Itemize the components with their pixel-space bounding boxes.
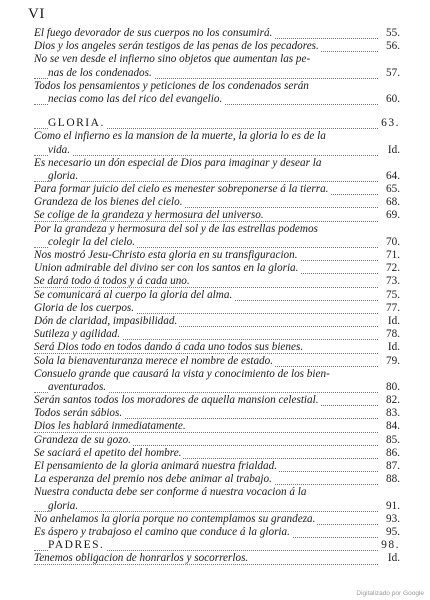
entry-title: [34, 250, 300, 261]
entry-page-number: Id.: [387, 552, 400, 565]
entry-title-text: Serán santos todos los moradores de aquella mansion celestial.: [34, 394, 319, 407]
dot-leader: [34, 155, 378, 156]
entry-title-text: Todos los pensamientos y peticiones de los condenados serán: [34, 79, 309, 92]
entry-title-text: Dios y los angeles serán testigos de las penas de los pecadores.: [34, 40, 319, 53]
entry-page-number: 56.: [386, 40, 400, 53]
entry-title-text: gloria.: [48, 499, 79, 512]
entry-page-number: 65.: [386, 183, 400, 196]
entry-title: [34, 263, 300, 274]
entry-title: [34, 553, 250, 564]
entry-page-number: Id.: [387, 143, 400, 156]
entry-title-text: Tenemos obligacion de honrarlos y socorrerlos.: [34, 552, 249, 565]
entry-page-number: 69.: [386, 209, 400, 222]
entry-page-number: 72.: [386, 262, 400, 275]
entry-title: [34, 448, 183, 459]
entry-title-text: Es áspero y trabajoso el camino que conduce á la gloria.: [34, 525, 290, 538]
entry-title-text: Grandeza de su gozo.: [34, 433, 131, 446]
entry-title: [34, 421, 188, 432]
entry-title: [48, 171, 80, 182]
entry-title: [34, 303, 136, 314]
entry-page-number: Id.: [387, 341, 400, 354]
toc-entry: [0, 68, 430, 81]
entry-title-text: Se colige de la grandeza y hermosura del universo.: [34, 209, 264, 222]
entry-title: [34, 395, 321, 406]
toc-entry: [0, 54, 430, 67]
entry-title-text: colegir la del cielo.: [48, 235, 135, 248]
toc-entry: [0, 210, 430, 223]
entry-title: [48, 237, 137, 248]
toc-entry: [0, 501, 430, 514]
entry-page-number: 87.: [386, 460, 400, 472]
entry-title-text: Se dará todo á todos y á cada uno.: [34, 275, 190, 288]
entry-title: [34, 158, 323, 169]
entry-page-number: 78.: [386, 328, 400, 341]
toc-entry: [0, 369, 430, 382]
entry-title-text: aventurados.: [48, 380, 107, 393]
entry-title: [34, 197, 185, 208]
entry-page-number: 75.: [386, 288, 400, 301]
toc-entry: [0, 421, 430, 434]
entry-title: [34, 54, 312, 65]
entry-title-text: El pensamiento de la gloria animará nuestra frialdad.: [34, 460, 278, 472]
entry-title: [34, 356, 275, 367]
entry-title: [34, 131, 328, 142]
entry-title: [34, 28, 274, 39]
entry-page-number: 60.: [386, 92, 400, 105]
entry-title: [34, 290, 234, 301]
entry-page-number: 80.: [386, 380, 400, 393]
dot-leader: [34, 511, 378, 512]
entry-title-text: Todos serán sábios.: [34, 407, 123, 420]
entry-page-number: 63.: [381, 117, 400, 130]
entry-title: [34, 329, 122, 340]
entry-page-number: 68.: [386, 196, 400, 209]
entry-title: [34, 184, 330, 195]
entry-title-text: Consuelo grande que causará la vista y conocimiento de los bien-: [34, 367, 330, 380]
entry-title: [34, 210, 266, 221]
entry-page-number: 79.: [386, 354, 400, 367]
entry-title-text: Nos mostró Jesu-Christo esta gloria en su transfiguracion.: [34, 249, 298, 261]
entry-title-text: gloria.: [48, 169, 79, 182]
entry-title: [48, 94, 224, 105]
entry-page-number: Id.: [387, 314, 400, 327]
toc-entry: [0, 553, 430, 566]
entry-title: [34, 461, 279, 472]
entry-page-number: 73.: [386, 275, 400, 288]
entry-page-number: 84.: [386, 420, 400, 433]
page-number: VI: [28, 6, 45, 22]
entry-title-text: PADRES.: [48, 539, 105, 552]
entry-title-text: Nuestra conducta debe ser conforme á nuestra vocacion á la: [34, 486, 307, 499]
entry-page-number: 82.: [386, 394, 400, 407]
entry-title-text: Union admirable del divino ser con los santos en la gloria.: [34, 262, 299, 275]
toc-entry: [0, 356, 430, 369]
entry-title-text: nas de los condenados.: [48, 66, 152, 79]
entry-title: [34, 41, 321, 52]
entry-title: [34, 276, 192, 287]
entry-title-text: Como el infierno es la mansion de la muerte, la gloria lo es de la: [34, 130, 326, 143]
entry-page-number: 83.: [386, 407, 400, 420]
entry-page-number: 70.: [386, 235, 400, 248]
entry-title-text: vida.: [48, 143, 71, 156]
entry-title: [34, 81, 311, 92]
entry-page-number: 95.: [386, 525, 400, 538]
entry-title: [34, 224, 320, 235]
entry-page-number: 91.: [386, 499, 400, 512]
toc-entry: [0, 514, 430, 527]
toc-entry: [0, 94, 430, 107]
entry-title: [34, 435, 133, 446]
entry-title: [34, 514, 317, 525]
toc-entry: [0, 303, 430, 316]
entry-page-number: 57.: [386, 66, 400, 79]
entry-title: [48, 68, 154, 79]
entry-title-text: Gloria de los cuerpos.: [34, 301, 135, 314]
entry-title-text: Se saciará el apetito del hombre.: [34, 446, 182, 459]
digitization-footer: Digitalizado por Google: [356, 590, 424, 597]
entry-title-text: Será Dios todo en todos dando á cada uno todos sus bienes.: [34, 341, 304, 354]
entry-title-text: necias como las del rico del evangelio.: [48, 92, 223, 105]
entry-title-text: Se comunicará al cuerpo la gloria del alma.: [34, 288, 233, 301]
toc-entry: [0, 487, 430, 500]
toc-entry: [0, 224, 430, 237]
entry-title-text: Sola la bienaventuranza merece el nombre de estado.: [34, 354, 274, 367]
entry-title-text: El fuego devorador de sus cuerpos no los consumirá.: [34, 27, 273, 39]
entry-title-text: Dón de claridad, impasibilidad.: [34, 314, 178, 327]
entry-title-text: Por la grandeza y hermosura del sol y de las estrellas podemos: [34, 222, 318, 235]
toc-entry: [0, 81, 430, 94]
entry-page-number: 86.: [386, 446, 400, 459]
entry-title-text: No anhelamos la gloria porque no contemplamos su grandeza.: [34, 512, 316, 525]
entry-page-number: 64.: [386, 169, 400, 182]
entry-title-text: Dios les hablará inmediatamente.: [34, 420, 186, 433]
entry-title-text: Para formar juicio del cielo es menester sobreponerse á la tierra.: [34, 183, 329, 196]
entry-page-number: 85.: [386, 433, 400, 446]
toc-entry: [0, 342, 430, 355]
entry-title: [48, 540, 106, 551]
toc-entry: [0, 145, 430, 158]
entry-title: [34, 342, 305, 353]
toc-entry: [0, 276, 430, 289]
entry-title: [34, 487, 309, 498]
dot-leader: [34, 181, 378, 182]
entry-title-text: No se ven desde el infierno sino objetos que aumentan las pe-: [34, 53, 311, 66]
entry-page-number: 71.: [386, 249, 400, 261]
entry-title: [34, 316, 179, 327]
toc-entry: [0, 435, 430, 448]
entry-title: [48, 118, 107, 129]
entry-title: [34, 527, 292, 538]
entry-page-number: 93.: [386, 512, 400, 525]
entry-title: [48, 145, 72, 156]
entry-title: [34, 474, 274, 485]
toc-entry: [0, 131, 430, 144]
entry-page-number: 98.: [381, 539, 400, 552]
entry-title-text: Es necesario un dón especial de Dios para imaginar y desear la: [34, 156, 322, 169]
entry-page-number: 88.: [386, 473, 400, 486]
entry-title: [34, 369, 332, 380]
entry-title-text: GLORIA.: [48, 117, 105, 130]
entry-title: [48, 382, 108, 393]
entry-title-text: Sutileza y agilidad.: [34, 328, 121, 341]
table-of-contents: [0, 28, 430, 567]
toc-entry: [0, 290, 430, 303]
entry-title: [34, 408, 124, 419]
entry-page-number: 55.: [386, 27, 400, 39]
entry-title-text: La esperanza del premio nos debe animar al trabajo.: [34, 473, 272, 486]
entry-title: [48, 501, 80, 512]
toc-entry: [0, 158, 430, 171]
entry-title-text: Grandeza de los bienes del cielo.: [34, 196, 183, 209]
entry-page-number: 77.: [386, 301, 400, 314]
